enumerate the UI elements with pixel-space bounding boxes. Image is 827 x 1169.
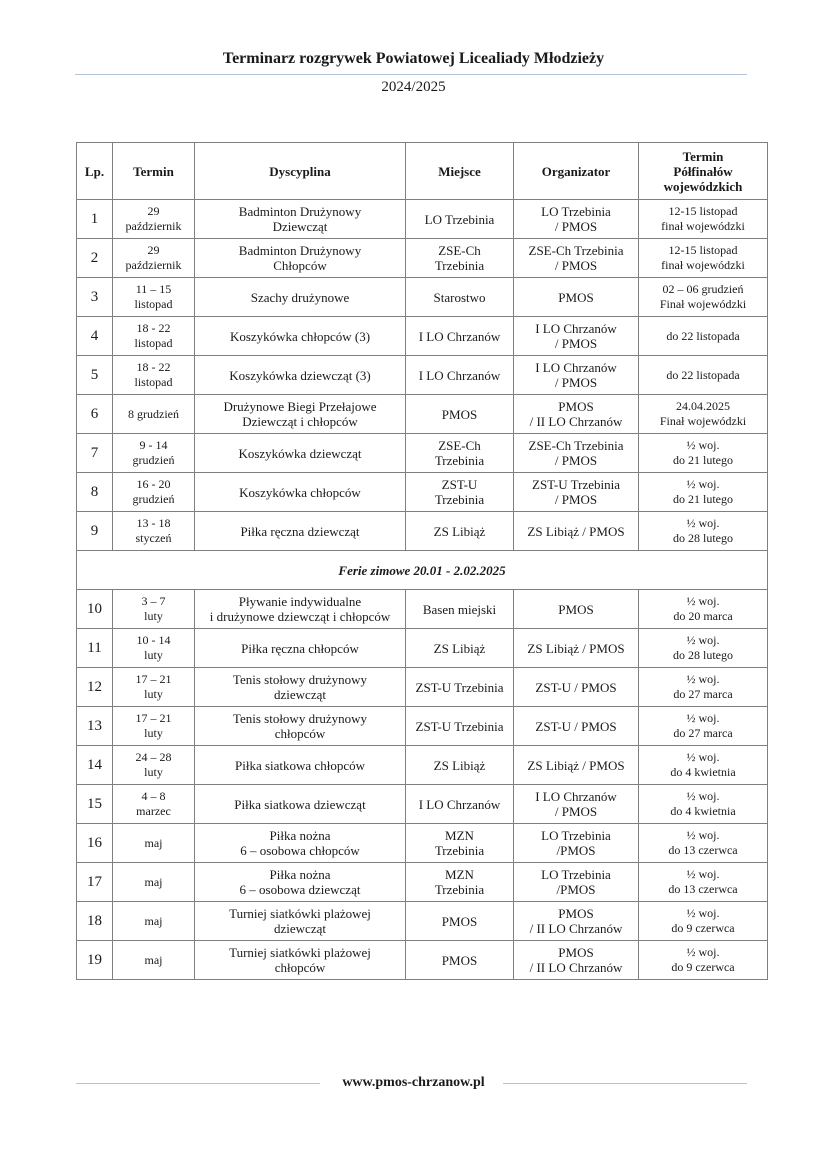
discipline-cell: Pływanie indywidualne i drużynowe dziewcząt i chłopców bbox=[195, 590, 406, 629]
term-cell: 13 - 18 styczeń bbox=[113, 512, 195, 551]
term-cell: 29 październik bbox=[113, 200, 195, 239]
term-cell: maj bbox=[113, 863, 195, 902]
venue-cell: ZS Libiąż bbox=[406, 746, 514, 785]
organizer-cell: ZST-U / PMOS bbox=[514, 668, 639, 707]
row-number: 1 bbox=[77, 200, 113, 239]
venue-cell: ZST-U Trzebinia bbox=[406, 473, 514, 512]
venue-cell: PMOS bbox=[406, 395, 514, 434]
discipline-cell: Koszykówka chłopców (3) bbox=[195, 317, 406, 356]
row-number: 17 bbox=[77, 863, 113, 902]
discipline-cell: Turniej siatkówki plażowej dziewcząt bbox=[195, 902, 406, 941]
table-row bbox=[77, 785, 768, 824]
discipline-cell: Drużynowe Biegi Przełajowe Dziewcząt i chłopców bbox=[195, 395, 406, 434]
venue-cell: PMOS bbox=[406, 941, 514, 980]
row-number: 10 bbox=[77, 590, 113, 629]
table-header-row bbox=[77, 143, 768, 200]
table-row bbox=[77, 668, 768, 707]
semifinal-date-cell: ½ woj. do 27 marca bbox=[639, 668, 768, 707]
organizer-cell: PMOS bbox=[514, 278, 639, 317]
table-row bbox=[77, 863, 768, 902]
venue-cell: ZST-U Trzebinia bbox=[406, 668, 514, 707]
term-cell: maj bbox=[113, 941, 195, 980]
venue-cell: MZN Trzebinia bbox=[406, 863, 514, 902]
venue-cell: I LO Chrzanów bbox=[406, 785, 514, 824]
organizer-cell: ZST-U Trzebinia / PMOS bbox=[514, 473, 639, 512]
discipline-cell: Koszykówka dziewcząt (3) bbox=[195, 356, 406, 395]
term-cell: 18 - 22 listopad bbox=[113, 317, 195, 356]
semifinal-date-cell: ½ woj. do 21 lutego bbox=[639, 434, 768, 473]
venue-cell: PMOS bbox=[406, 902, 514, 941]
discipline-cell: Piłka nożna 6 – osobowa chłopców bbox=[195, 824, 406, 863]
venue-cell: ZST-U Trzebinia bbox=[406, 707, 514, 746]
row-number: 5 bbox=[77, 356, 113, 395]
row-number: 3 bbox=[77, 278, 113, 317]
column-header-polfinal: Termin Półfinałów wojewódzkich bbox=[639, 143, 768, 200]
venue-cell: ZSE-Ch Trzebinia bbox=[406, 239, 514, 278]
table-row bbox=[77, 473, 768, 512]
table-row bbox=[77, 512, 768, 551]
column-header-organizator: Organizator bbox=[514, 143, 639, 200]
venue-cell: Basen miejski bbox=[406, 590, 514, 629]
column-header-lp: Lp. bbox=[77, 143, 113, 200]
term-cell: 4 – 8 marzec bbox=[113, 785, 195, 824]
venue-cell: I LO Chrzanów bbox=[406, 317, 514, 356]
discipline-cell: Badminton Drużynowy Chłopców bbox=[195, 239, 406, 278]
semifinal-date-cell: ½ woj. do 28 lutego bbox=[639, 629, 768, 668]
term-cell: 17 – 21 luty bbox=[113, 668, 195, 707]
organizer-cell: PMOS / II LO Chrzanów bbox=[514, 941, 639, 980]
row-number: 12 bbox=[77, 668, 113, 707]
organizer-cell: I LO Chrzanów / PMOS bbox=[514, 356, 639, 395]
venue-cell: MZN Trzebinia bbox=[406, 824, 514, 863]
table-row bbox=[77, 707, 768, 746]
discipline-cell: Koszykówka chłopców bbox=[195, 473, 406, 512]
term-cell: maj bbox=[113, 902, 195, 941]
term-cell: 16 - 20 grudzień bbox=[113, 473, 195, 512]
term-cell: 10 - 14 luty bbox=[113, 629, 195, 668]
row-number: 2 bbox=[77, 239, 113, 278]
column-header-termin: Termin bbox=[113, 143, 195, 200]
row-number: 16 bbox=[77, 824, 113, 863]
discipline-cell: Koszykówka dziewcząt bbox=[195, 434, 406, 473]
organizer-cell: ZS Libiąż / PMOS bbox=[514, 629, 639, 668]
row-number: 4 bbox=[77, 317, 113, 356]
venue-cell: LO Trzebinia bbox=[406, 200, 514, 239]
organizer-cell: PMOS / II LO Chrzanów bbox=[514, 395, 639, 434]
venue-cell: ZS Libiąż bbox=[406, 629, 514, 668]
semifinal-date-cell: do 22 listopada bbox=[639, 317, 768, 356]
semifinal-date-cell: 02 – 06 grudzień Finał wojewódzki bbox=[639, 278, 768, 317]
column-header-miejsce: Miejsce bbox=[406, 143, 514, 200]
discipline-cell: Turniej siatkówki plażowej chłopców bbox=[195, 941, 406, 980]
table-row bbox=[77, 239, 768, 278]
discipline-cell: Piłka ręczna chłopców bbox=[195, 629, 406, 668]
semifinal-date-cell: 24.04.2025 Finał wojewódzki bbox=[639, 395, 768, 434]
term-cell: 24 – 28 luty bbox=[113, 746, 195, 785]
organizer-cell: I LO Chrzanów / PMOS bbox=[514, 785, 639, 824]
organizer-cell: LO Trzebinia / PMOS bbox=[514, 200, 639, 239]
term-cell: 8 grudzień bbox=[113, 395, 195, 434]
discipline-cell: Piłka siatkowa chłopców bbox=[195, 746, 406, 785]
row-number: 7 bbox=[77, 434, 113, 473]
organizer-cell: LO Trzebinia /PMOS bbox=[514, 824, 639, 863]
row-number: 9 bbox=[77, 512, 113, 551]
table-row bbox=[77, 941, 768, 980]
organizer-cell: ZST-U / PMOS bbox=[514, 707, 639, 746]
term-cell: 18 - 22 listopad bbox=[113, 356, 195, 395]
table-row bbox=[77, 356, 768, 395]
discipline-cell: Tenis stołowy drużynowy dziewcząt bbox=[195, 668, 406, 707]
discipline-cell: Szachy drużynowe bbox=[195, 278, 406, 317]
discipline-cell: Piłka siatkowa dziewcząt bbox=[195, 785, 406, 824]
discipline-cell: Piłka ręczna dziewcząt bbox=[195, 512, 406, 551]
semifinal-date-cell: ½ woj. do 13 czerwca bbox=[639, 863, 768, 902]
organizer-cell: LO Trzebinia /PMOS bbox=[514, 863, 639, 902]
schedule-table bbox=[76, 142, 768, 980]
semifinal-date-cell: 12-15 listopad finał wojewódzki bbox=[639, 239, 768, 278]
term-cell: 9 - 14 grudzień bbox=[113, 434, 195, 473]
term-cell: 17 – 21 luty bbox=[113, 707, 195, 746]
row-number: 13 bbox=[77, 707, 113, 746]
venue-cell: ZS Libiąż bbox=[406, 512, 514, 551]
term-cell: 29 październik bbox=[113, 239, 195, 278]
row-number: 18 bbox=[77, 902, 113, 941]
document-title: Terminarz rozgrywek Powiatowej Licealiady Młodzieży bbox=[222, 50, 605, 67]
footer-website: www.pmos-chrzanow.pl bbox=[342, 1075, 485, 1090]
table-row bbox=[77, 629, 768, 668]
table-row bbox=[77, 434, 768, 473]
row-number: 19 bbox=[77, 941, 113, 980]
winter-break-row bbox=[77, 551, 768, 590]
semifinal-date-cell: ½ woj. do 28 lutego bbox=[639, 512, 768, 551]
term-cell: 3 – 7 luty bbox=[113, 590, 195, 629]
semifinal-date-cell: ½ woj. do 9 czerwca bbox=[639, 902, 768, 941]
table-row bbox=[77, 317, 768, 356]
table-row bbox=[77, 395, 768, 434]
semifinal-date-cell: ½ woj. do 21 lutego bbox=[639, 473, 768, 512]
venue-cell: ZSE-Ch Trzebinia bbox=[406, 434, 514, 473]
table-row bbox=[77, 590, 768, 629]
table-row bbox=[77, 278, 768, 317]
organizer-cell: PMOS / II LO Chrzanów bbox=[514, 902, 639, 941]
organizer-cell: I LO Chrzanów / PMOS bbox=[514, 317, 639, 356]
row-number: 8 bbox=[77, 473, 113, 512]
table-row bbox=[77, 902, 768, 941]
season-label: 2024/2025 bbox=[381, 79, 446, 95]
discipline-cell: Tenis stołowy drużynowy chłopców bbox=[195, 707, 406, 746]
semifinal-date-cell: do 22 listopada bbox=[639, 356, 768, 395]
row-number: 14 bbox=[77, 746, 113, 785]
organizer-cell: ZS Libiąż / PMOS bbox=[514, 512, 639, 551]
winter-break-label: Ferie zimowe 20.01 - 2.02.2025 bbox=[77, 551, 768, 590]
semifinal-date-cell: ½ woj. do 4 kwietnia bbox=[639, 746, 768, 785]
row-number: 6 bbox=[77, 395, 113, 434]
semifinal-date-cell: ½ woj. do 20 marca bbox=[639, 590, 768, 629]
organizer-cell: ZSE-Ch Trzebinia / PMOS bbox=[514, 434, 639, 473]
semifinal-date-cell: ½ woj. do 13 czerwca bbox=[639, 824, 768, 863]
discipline-cell: Badminton Drużynowy Dziewcząt bbox=[195, 200, 406, 239]
semifinal-date-cell: 12-15 listopad finał wojewódzki bbox=[639, 200, 768, 239]
column-header-dyscyplina: Dyscyplina bbox=[195, 143, 406, 200]
semifinal-date-cell: ½ woj. do 4 kwietnia bbox=[639, 785, 768, 824]
organizer-cell: ZSE-Ch Trzebinia / PMOS bbox=[514, 239, 639, 278]
organizer-cell: PMOS bbox=[514, 590, 639, 629]
term-cell: 11 – 15 listopad bbox=[113, 278, 195, 317]
table-row bbox=[77, 746, 768, 785]
discipline-cell: Piłka nożna 6 – osobowa dziewcząt bbox=[195, 863, 406, 902]
venue-cell: Starostwo bbox=[406, 278, 514, 317]
row-number: 15 bbox=[77, 785, 113, 824]
row-number: 11 bbox=[77, 629, 113, 668]
organizer-cell: ZS Libiąż / PMOS bbox=[514, 746, 639, 785]
title-divider bbox=[75, 74, 747, 75]
semifinal-date-cell: ½ woj. do 9 czerwca bbox=[639, 941, 768, 980]
semifinal-date-cell: ½ woj. do 27 marca bbox=[639, 707, 768, 746]
table-row bbox=[77, 200, 768, 239]
venue-cell: I LO Chrzanów bbox=[406, 356, 514, 395]
table-row bbox=[77, 824, 768, 863]
term-cell: maj bbox=[113, 824, 195, 863]
